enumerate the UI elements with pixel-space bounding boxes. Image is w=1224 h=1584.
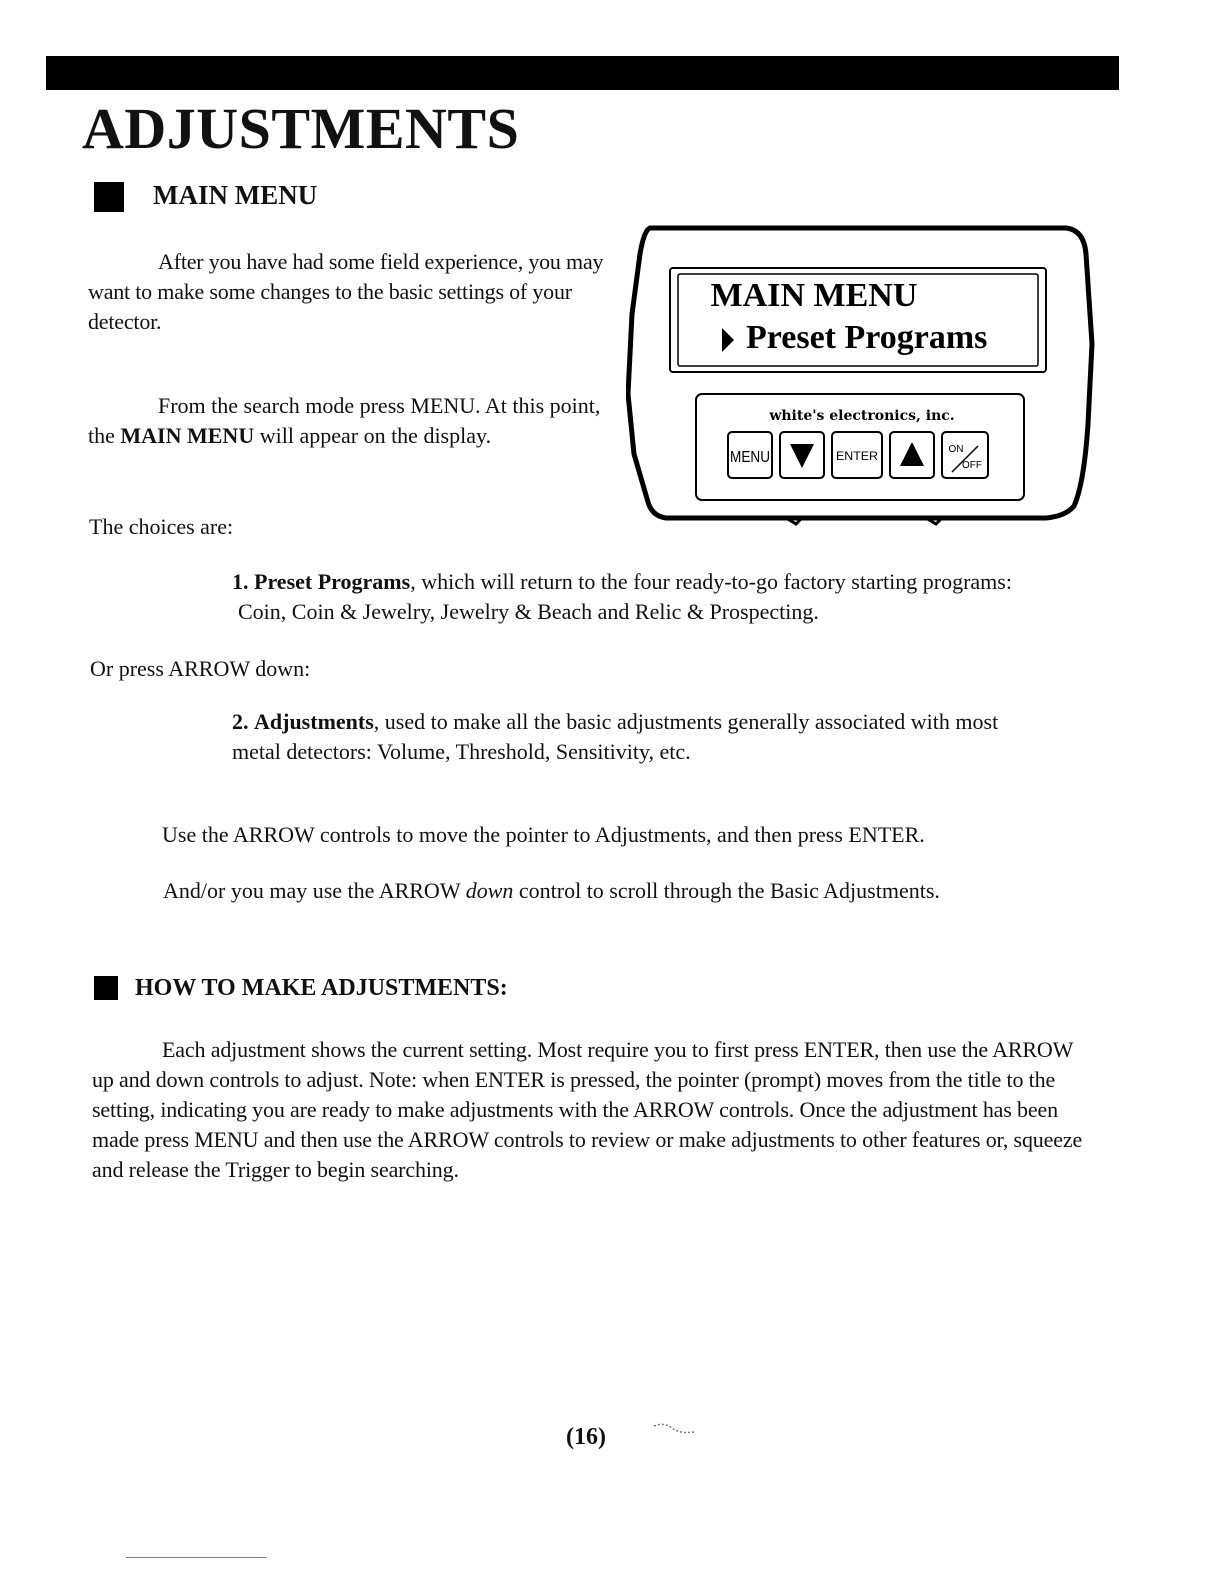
lcd-line-1: MAIN MENU — [710, 277, 918, 314]
scan-speck — [650, 1418, 702, 1438]
or-press-arrow: Or press ARROW down: — [90, 656, 311, 681]
section-bullet-2 — [94, 976, 118, 1000]
choices-label: The choices are: — [89, 514, 234, 539]
how-to-paragraph: Each adjustment shows the current setting. Most require you to first press ENTER, then use the ARROW up and down controls to adjust. Note: when ENTER is pressed, the pointer (prompt) moves from the title to the setting, indicating you are ready to make adjustments with the ARROW controls. Once the adjustment has been made press MENU and then use the ARROW controls to review or make adjustments to other features or, squeeze and release the Trigger to begin searching. — [92, 1037, 1083, 1182]
menu-button — [728, 432, 772, 478]
arrow-up-icon — [900, 442, 924, 466]
on-off-button — [942, 432, 988, 478]
section-heading-main-menu: MAIN MENU — [153, 180, 318, 210]
choice-2-name: Adjustments — [254, 709, 374, 734]
pointer-arrow-icon — [722, 328, 734, 352]
brand-text: white's electronics, inc. — [769, 408, 955, 424]
choice-1-text: , which will return to the four ready-to-go factory starting programs: — [410, 569, 1012, 594]
search-instruction — [88, 391, 608, 451]
choice-1-number: 1. — [232, 569, 249, 594]
choice-adjustments — [232, 707, 1102, 767]
search-instruction-bold: MAIN MENU — [120, 423, 255, 448]
header-bar — [46, 56, 1119, 90]
choice-1-line — [232, 567, 1102, 597]
section-heading-how-to: HOW TO MAKE ADJUSTMENTS: — [135, 975, 508, 1001]
choice-2-continuation: metal detectors: Volume, Threshold, Sensitivity, etc. — [232, 739, 691, 764]
arrow-down-icon — [790, 444, 814, 468]
choice-preset-programs — [232, 567, 1102, 627]
lcd-line-2: Preset Programs — [746, 319, 988, 356]
intro-paragraph: After you have had some field experience, you may want to make some changes to the basic settings of your detector. — [88, 249, 604, 334]
section-bullet — [94, 182, 124, 212]
footer-rule — [126, 1557, 267, 1558]
choice-2-line — [232, 707, 1102, 737]
arrow-down-button — [780, 432, 824, 478]
arrow-up-button — [890, 432, 934, 478]
enter-button-label: ENTER — [836, 449, 879, 463]
page-number: (16) — [566, 1424, 606, 1450]
search-instruction-end: will appear on the display. — [254, 423, 492, 448]
choice-2-number: 2. — [232, 709, 249, 734]
choice-1-continuation: Coin, Coin & Jewelry, Jewelry & Beach and Relic & Prospecting. — [238, 599, 819, 624]
arrow-down-text: And/or you may use the ARROW — [163, 878, 466, 903]
use-arrow-instruction: Use the ARROW controls to move the pointer to Adjustments, and then press ENTER. — [162, 822, 925, 847]
page-title: ADJUSTMENTS — [82, 96, 520, 161]
on-label: ON — [948, 444, 964, 455]
detector-display-illustration — [626, 224, 1096, 530]
enter-button — [832, 432, 882, 478]
arrow-down-instruction — [163, 876, 1123, 906]
off-label: OFF — [962, 460, 982, 471]
menu-button-label: MENU — [730, 449, 770, 466]
search-instruction-text: From the search mode press MENU. At this point, the — [88, 393, 601, 448]
choice-1-name: Preset Programs — [254, 569, 411, 594]
arrow-down-end: control to scroll through the Basic Adjustments. — [513, 878, 940, 903]
choice-2-text: , used to make all the basic adjustments generally associated with most — [373, 709, 999, 734]
arrow-down-italic: down — [465, 878, 514, 903]
